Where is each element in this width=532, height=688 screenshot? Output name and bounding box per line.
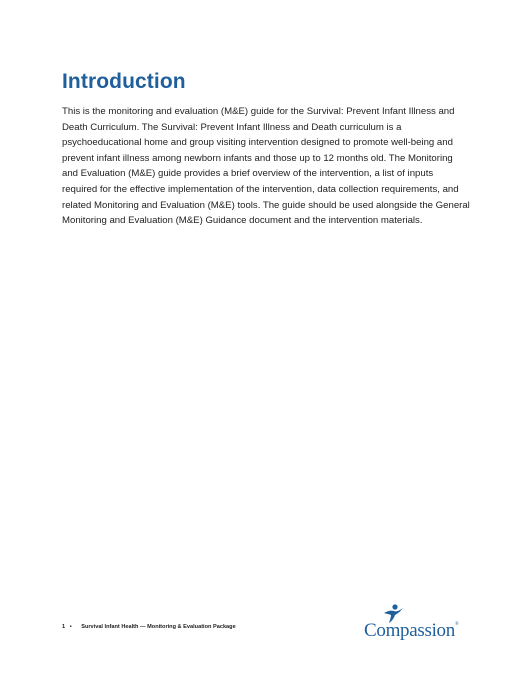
compassion-logo xyxy=(362,604,468,644)
intro-paragraph: This is the monitoring and evaluation (M&E) guide for the Survival: Prevent Infant Illness and Death Curriculum. The Survival: Prevent Infant Illness and Death curriculum is a psychoeducational home and group visiting intervention designed to promote well-being and prevent infant illness among newborn infants and those up to 12 months old. The Monitoring and Evaluation (M&E) guide provides a brief overview of the intervention, a list of inputs required for the effective implementation of the intervention, data collection requirements, and related Monitoring and Evaluation (M&E) tools. The guide should be used alongside the General Monitoring and Evaluation (M&E) Guidance document and the intervention materials. xyxy=(62,106,470,227)
footer-bullet: • xyxy=(69,624,72,630)
page-footer xyxy=(62,624,236,630)
logo-wordmark: Compassion® xyxy=(364,620,459,641)
page-number: 1 xyxy=(62,624,66,630)
page-heading: Introduction xyxy=(62,70,186,93)
footer-title: Survival Infant Health — Monitoring & Evaluation Package xyxy=(81,624,236,630)
